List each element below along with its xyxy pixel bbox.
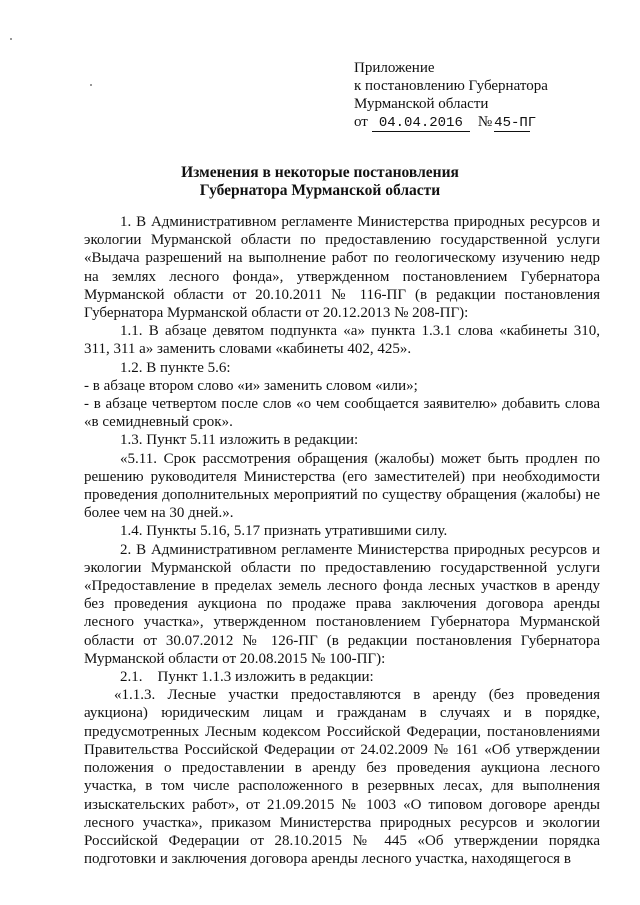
- paragraph-1: 1. В Административном регламенте Министерства природных ресурсов и экологии Мурманской области по предоставлению государственной услуги «Выдача разрешений на выполнение работ по геологическому изучению недр на землях лесного фонда», утвержденном постановлением Губернатора Мурманской области от 20.10.2011 № 116-ПГ (в редакции постановления Губернатора Мурманской области от 20.12.2013 № 208-ПГ):: [84, 214, 600, 322]
- from-label: от: [354, 114, 368, 130]
- paragraph-2: 2. В Административном регламенте Министерства природных ресурсов и экологии Мурманской области по предоставлению государственной услуги «Предоставление в пределах земель лесного фонда лесных участков в аренду без проведения аукциона по продаже права заключения договора аренды лесного участка», утвержденном постановлением Губернатора Мурманской области от 30.07.2012 № 126-ПГ (в редакции постановления Губернатора Мурманской области от 20.08.2015 № 100-ПГ):: [84, 541, 600, 667]
- appendix-line-2: к постановлению Губернатора: [354, 78, 548, 94]
- paragraph-2-1: 2.1. Пункт 1.1.3 изложить в редакции:: [120, 669, 374, 686]
- scan-speck: [10, 38, 12, 40]
- decree-date: 04.04.2016: [372, 116, 470, 132]
- paragraph-1-2-b: - в абзаце четвертом после слов «о чем сообщается заявителю» добавить слова «в семидневный срок».: [84, 396, 600, 431]
- appendix-line-1: Приложение: [354, 60, 435, 76]
- scan-speck: [90, 84, 92, 86]
- paragraph-1-1: 1.1. В абзаце девятом подпункта «а» пункта 1.3.1 слова «кабинеты 310, 311, 311 а» заменить словами «кабинеты 402, 425».: [84, 323, 600, 358]
- appendix-header: [354, 59, 548, 132]
- title-line-1: Изменения в некоторые постановления: [181, 164, 459, 181]
- paragraph-1-2-a: - в абзаце втором слово «и» заменить словом «или»;: [84, 377, 418, 394]
- paragraph-1-2: 1.2. В пункте 5.6:: [120, 359, 231, 376]
- appendix-line-3: Мурманской области: [354, 96, 489, 112]
- document-body: [84, 213, 600, 868]
- appendix-date-line: [354, 113, 548, 132]
- number-label: №: [477, 114, 493, 130]
- paragraph-1-3: 1.3. Пункт 5.11 изложить в редакции:: [120, 432, 359, 449]
- paragraph-1-4: 1.4. Пункты 5.16, 5.17 признать утратившими силу.: [120, 523, 448, 540]
- decree-number: 45-ПГ: [494, 115, 537, 131]
- title-line-2: Губернатора Мурманской области: [199, 182, 441, 199]
- document-title: [140, 164, 500, 200]
- paragraph-1-1-3-quote: «1.1.3. Лесные участки предоставляются в аренду (без проведения аукциона) юридическим лицам и гражданам в случаях и в порядке, предусмотренных Лесным кодексом Российской Федерации, постановлениями Правительства Российской Федерации от 24.02.2009 № 161 «Об утверждении положения о предоставлении в аренду без проведения аукциона лесного участка, в том числе расположенного в резервных лесах, для выполнения изыскательских работ», от 21.09.2015 № 1003 «О типовом договоре аренды лесного участка», приказом Министерства природных ресурсов и экологии Российской Федерации от 28.10.2015 № 445 «Об утверждении порядка подготовки и заключения договора аренды лесного участка, находящегося в: [84, 687, 600, 868]
- paragraph-5-11-quote: «5.11. Срок рассмотрения обращения (жалобы) может быть продлен по решению руководителя Министерства (его заместителей) при необходимости проведения дополнительных мероприятий по существу обращения (жалобы) не более чем на 30 дней.».: [84, 450, 600, 522]
